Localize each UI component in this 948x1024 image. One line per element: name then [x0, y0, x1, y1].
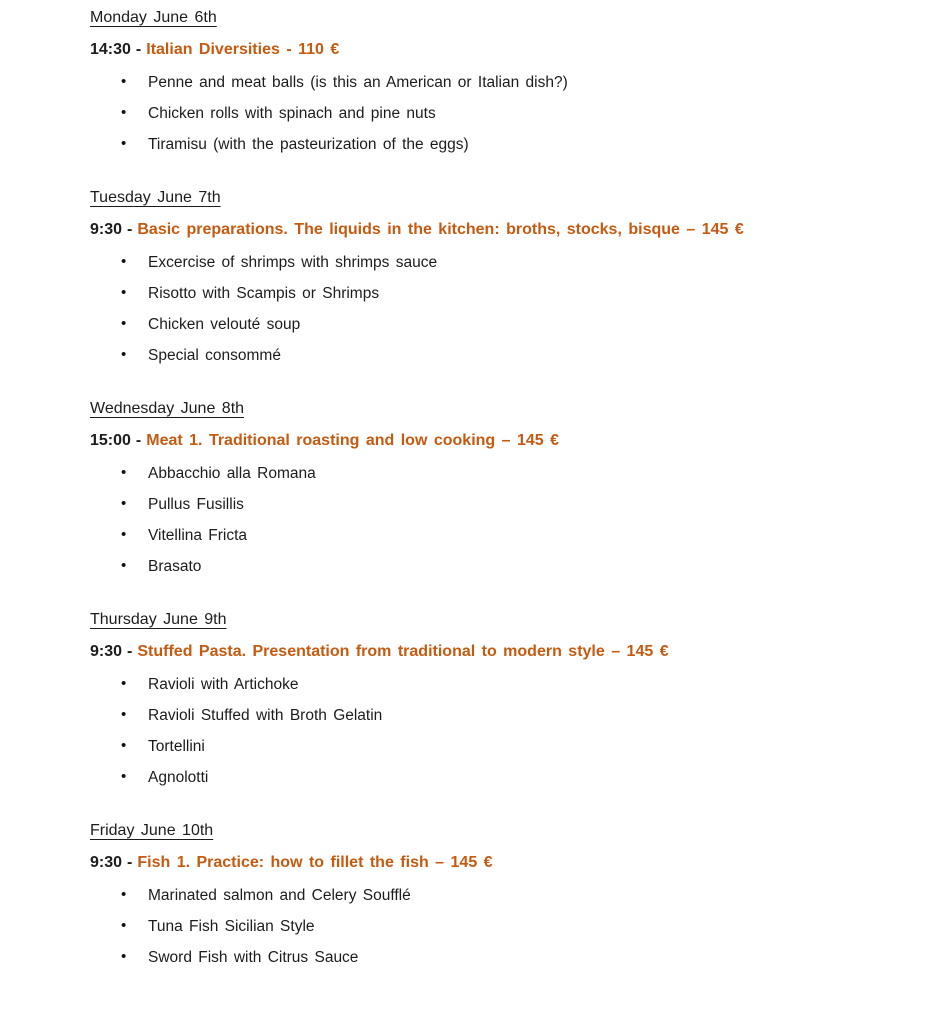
day-heading: Wednesday June 8th [90, 400, 245, 417]
session-title: Fish 1. Practice: how to fillet the fish – 145 € [137, 854, 493, 871]
menu-list [90, 886, 888, 967]
menu-item: • Ravioli Stuffed with Broth Gelatin [148, 706, 888, 725]
menu-item: • Vitellina Fricta [148, 526, 888, 545]
menu-item: • Chicken rolls with spinach and pine nuts [148, 104, 888, 123]
day-section-friday [90, 821, 888, 967]
menu-list [90, 253, 888, 365]
session-time: 9:30 [90, 643, 123, 660]
session-separator: - [127, 854, 133, 871]
menu-item: • Special consommé [148, 346, 888, 365]
menu-item: • Tortellini [148, 737, 888, 756]
menu-list [90, 464, 888, 576]
session-title: Stuffed Pasta. Presentation from traditional to modern style – 145 € [137, 643, 669, 660]
session-time: 9:30 [90, 221, 123, 238]
session-line [90, 642, 888, 661]
day-heading: Friday June 10th [90, 822, 214, 839]
session-title: Italian Diversities - 110 € [146, 41, 340, 58]
menu-list [90, 675, 888, 787]
menu-item: • Brasato [148, 557, 888, 576]
session-separator: - [127, 221, 133, 238]
day-heading: Monday June 6th [90, 9, 217, 26]
menu-item: • Agnolotti [148, 768, 888, 787]
menu-item: • Tuna Fish Sicilian Style [148, 917, 888, 936]
menu-item: • Abbacchio alla Romana [148, 464, 888, 483]
day-section-monday [90, 8, 888, 154]
menu-item: • Risotto with Scampis or Shrimps [148, 284, 888, 303]
day-section-wednesday [90, 399, 888, 576]
session-line [90, 220, 888, 239]
session-time: 15:00 [90, 432, 131, 449]
menu-item: • Penne and meat balls (is this an American or Italian dish?) [148, 73, 888, 92]
menu-item: • Excercise of shrimps with shrimps sauce [148, 253, 888, 272]
session-separator: - [127, 643, 133, 660]
session-time: 9:30 [90, 854, 123, 871]
session-line [90, 40, 888, 59]
session-separator: - [135, 432, 142, 449]
session-separator: - [135, 41, 142, 58]
day-heading: Tuesday June 7th [90, 189, 221, 206]
menu-item: • Sword Fish with Citrus Sauce [148, 948, 888, 967]
day-section-thursday [90, 610, 888, 787]
session-line [90, 431, 888, 450]
session-title: Meat 1. Traditional roasting and low cooking – 145 € [146, 432, 560, 449]
day-heading: Thursday June 9th [90, 611, 227, 628]
day-section-tuesday [90, 188, 888, 365]
menu-list [90, 73, 888, 154]
menu-item: • Tiramisu (with the pasteurization of the eggs) [148, 135, 888, 154]
session-time: 14:30 [90, 41, 131, 58]
menu-item: • Chicken velouté soup [148, 315, 888, 334]
menu-item: • Ravioli with Artichoke [148, 675, 888, 694]
session-line [90, 853, 888, 872]
menu-item: • Pullus Fusillis [148, 495, 888, 514]
menu-item: • Marinated salmon and Celery Soufflé [148, 886, 888, 905]
session-title: Basic preparations. The liquids in the kitchen: broths, stocks, bisque – 145 € [137, 221, 744, 238]
